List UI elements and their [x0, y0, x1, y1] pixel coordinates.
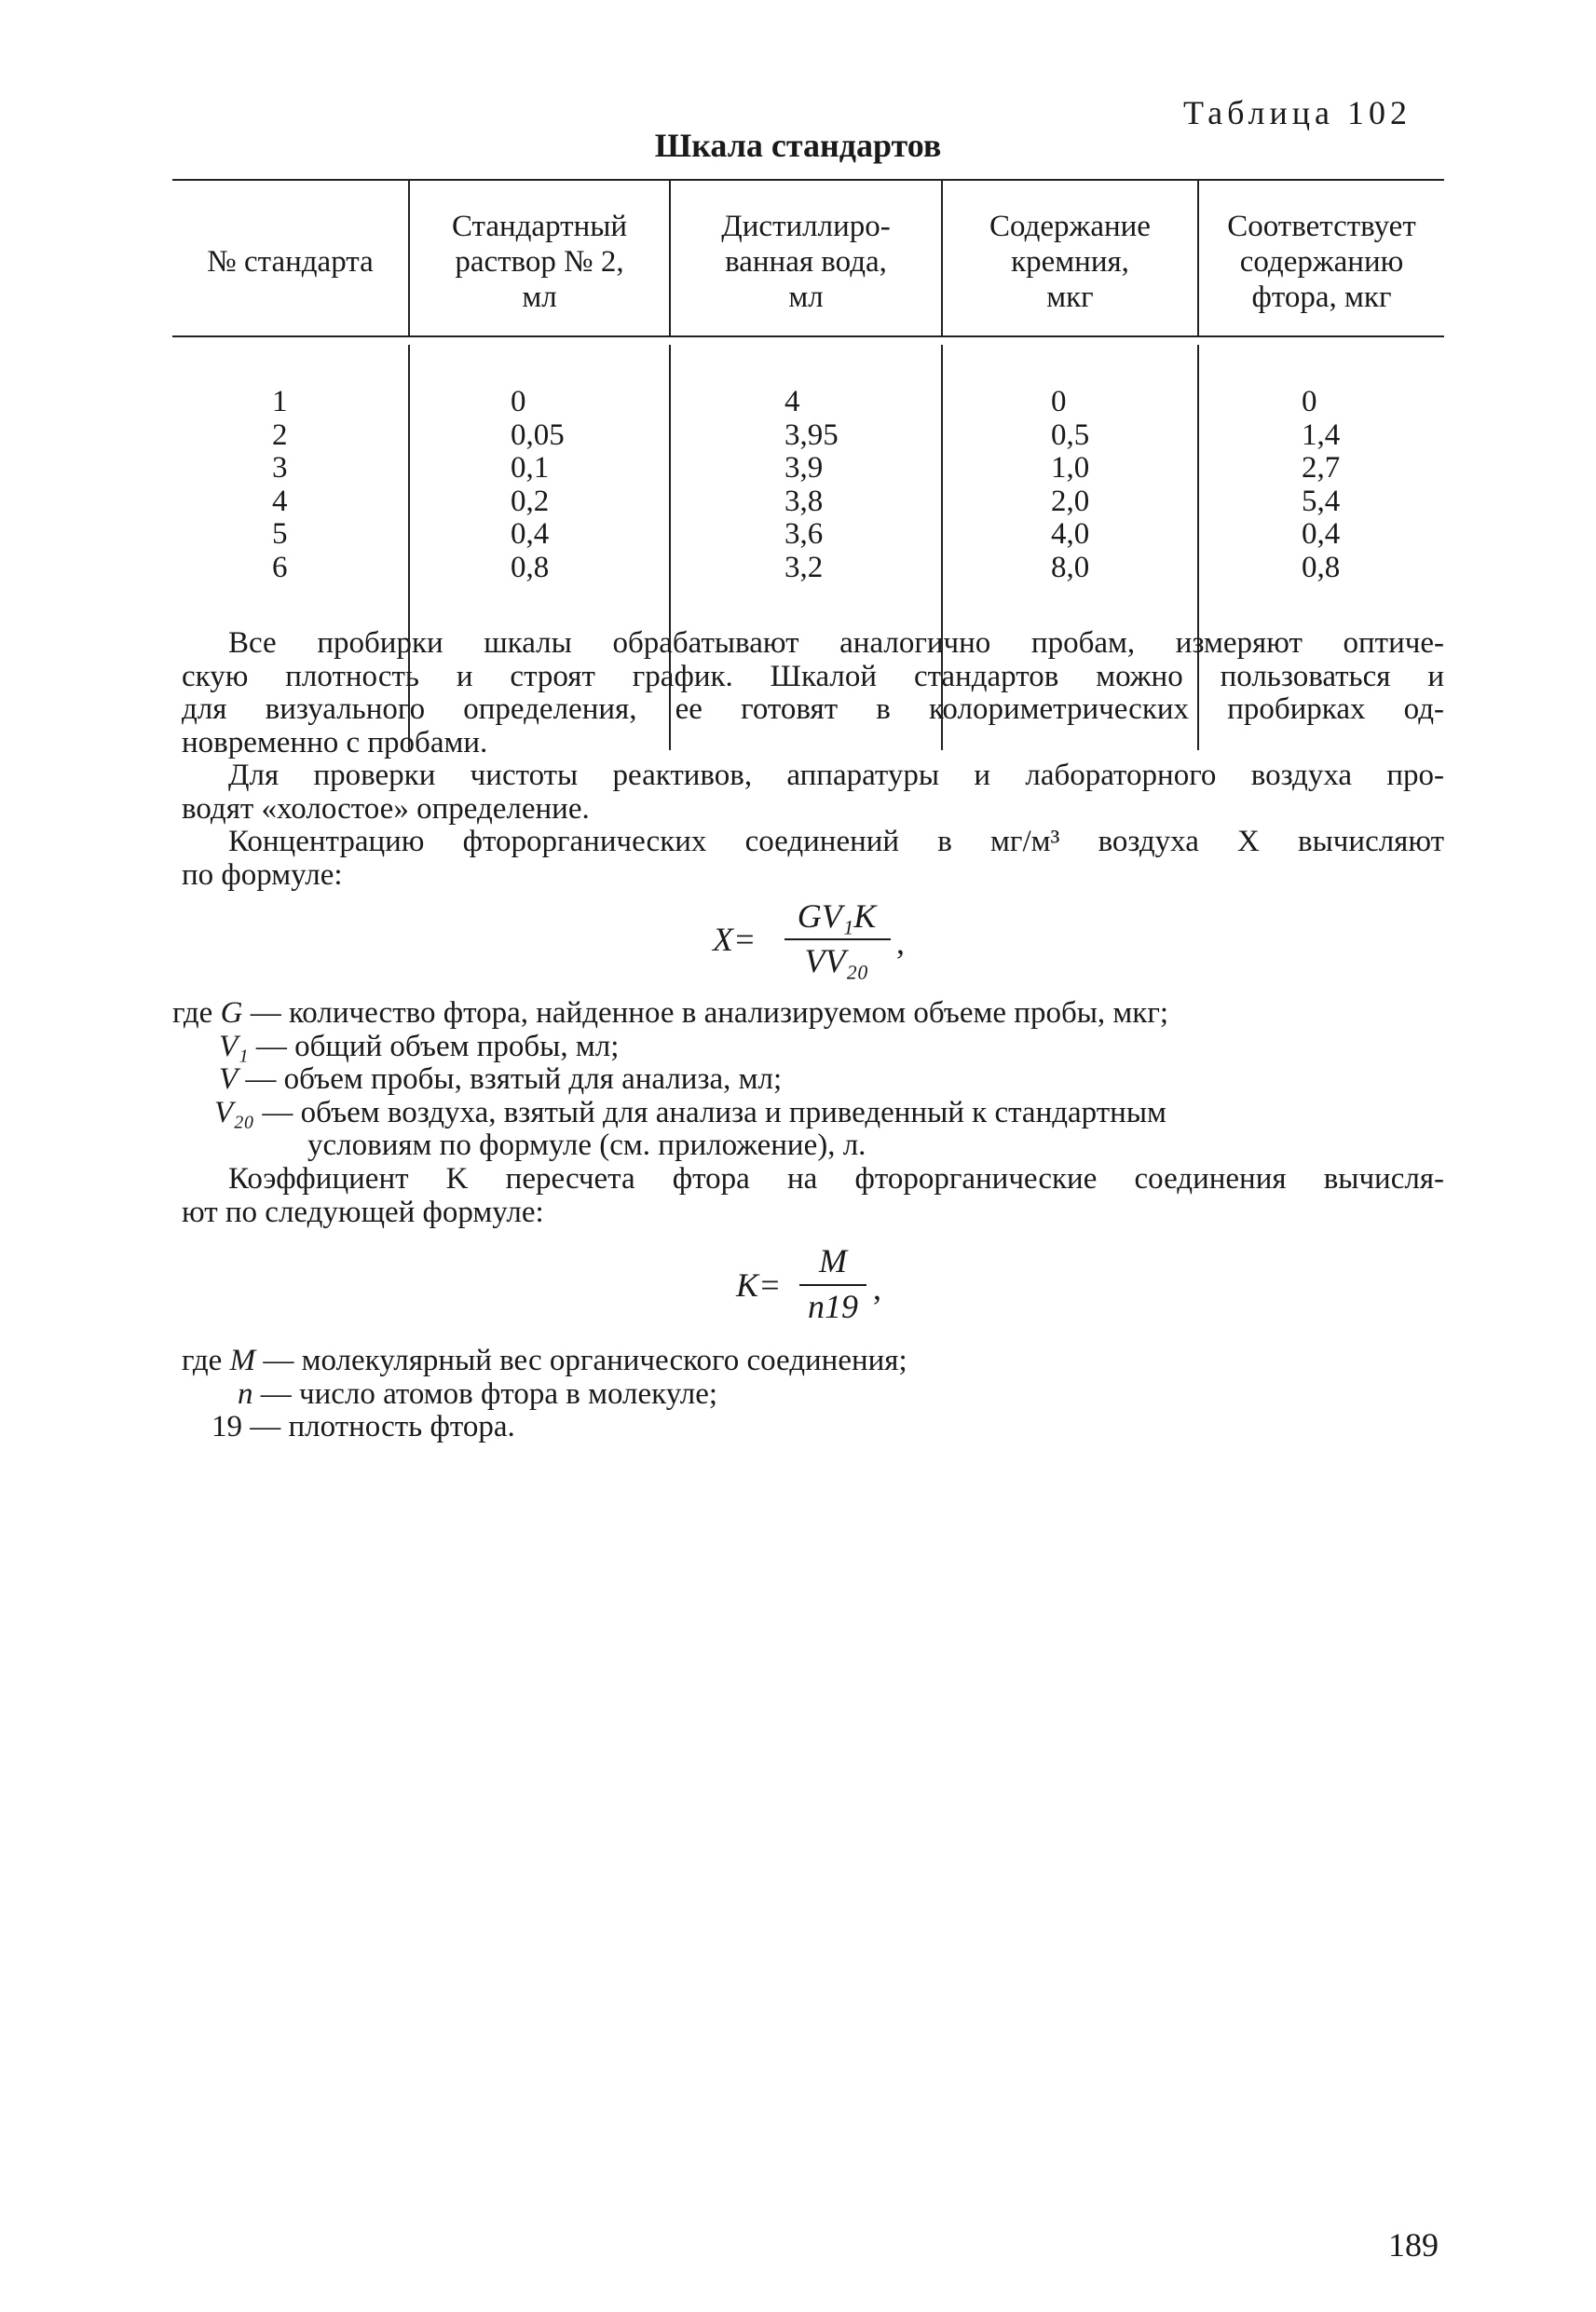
header-standard-number [172, 244, 408, 280]
legend-concentration [172, 997, 1168, 1163]
table-cell: 2,7 [1302, 451, 1341, 486]
legend-row [172, 1031, 1168, 1064]
legend-row [172, 1063, 1168, 1097]
table-header-rule [172, 335, 1444, 337]
formula-denominator: n19 [808, 1288, 858, 1325]
column-distilled-water [784, 386, 839, 585]
header-line: мкг [1046, 280, 1094, 314]
table-cell: 1,0 [1051, 451, 1090, 486]
table-cell: 3 [272, 451, 288, 486]
legend-symbol: V₂₀ [214, 1095, 255, 1129]
header-line: Соответствует [1227, 210, 1416, 243]
legend-symbol: V₁ [219, 1029, 249, 1063]
table-cell: 4 [272, 484, 288, 518]
column-standard-number [272, 386, 288, 585]
legend-row [182, 1378, 907, 1412]
table-cell: 3,9 [784, 451, 824, 486]
formula-coefficient [727, 1239, 913, 1333]
table-cell: 0,8 [511, 550, 550, 584]
header-standard-solution [410, 209, 669, 315]
column-fluorine-equivalent [1302, 386, 1340, 585]
text-line: водят «холостое» определение. [182, 791, 590, 826]
table-cell: 0,4 [1302, 517, 1341, 552]
text-line: Коэффициент K пересчета фтора на фторорганические соединения вычисля- [228, 1162, 1444, 1196]
table-title: Шкала стандартов [654, 127, 942, 164]
legend-symbol: G [220, 996, 243, 1030]
table-cell: 3,95 [784, 417, 839, 452]
table-cell: 0 [1051, 385, 1067, 418]
table-label: Таблица 102 [1183, 94, 1412, 131]
paragraph-scale-processing [182, 627, 1444, 759]
table-cell: 0,4 [511, 517, 550, 552]
header-line: содержанию [1239, 245, 1404, 279]
text-line: новременно с пробами. [182, 725, 488, 759]
header-line: № стандарта [207, 245, 374, 279]
table-cell: 0,2 [511, 484, 550, 518]
paragraph-blank-test [182, 759, 1444, 826]
table-cell: 3,6 [784, 517, 824, 552]
formula-numerator: GV₁K [797, 897, 877, 935]
header-line: ванная вода, [725, 245, 887, 279]
header-line: фтора, мкг [1251, 280, 1392, 314]
legend-text: — объем воздуха, взятый для анализа и приведенный к стандартным [254, 1095, 1166, 1129]
text-line: по формуле: [182, 857, 343, 892]
column-standard-solution [511, 386, 565, 585]
column-silicon-content [1051, 386, 1089, 585]
formula-numerator: M [819, 1242, 847, 1279]
table-cell: 4,0 [1051, 517, 1090, 552]
formula-lhs: K= [736, 1266, 782, 1304]
header-line: кремния, [1011, 245, 1129, 279]
paragraph-concentration [182, 826, 1444, 892]
table-cell: 0 [1302, 385, 1317, 418]
formula-punctuation: , [873, 1269, 881, 1306]
header-fluorine-equivalent [1199, 209, 1444, 315]
table-cell: 0,05 [511, 417, 565, 452]
table-cell: 0,8 [1302, 550, 1341, 584]
header-line: мл [788, 280, 824, 314]
table-cell: 0,1 [511, 451, 550, 486]
legend-symbol: V [219, 1062, 239, 1096]
formula-punctuation: , [896, 923, 905, 961]
table-cell: 1,4 [1302, 417, 1341, 452]
table-cell: 6 [272, 550, 288, 584]
header-silicon-content [943, 209, 1197, 315]
header-line: мл [522, 280, 557, 314]
table-cell: 2,0 [1051, 484, 1090, 518]
header-line: Стандартный [451, 210, 628, 243]
legend-text: — молекулярный вес органического соединения; [255, 1344, 907, 1377]
header-line: Содержание [989, 210, 1151, 243]
legend-text: — общий объем пробы, мл; [248, 1029, 620, 1063]
legend-row [172, 997, 1168, 1031]
text-line: ют по следующей формуле: [182, 1195, 544, 1229]
legend-text: — плотность фтора. [242, 1410, 515, 1443]
header-distilled-water [671, 209, 941, 315]
legend-text: — количество фтора, найденное в анализируемом объеме пробы, мкг; [242, 996, 1169, 1030]
legend-symbol: 19 [211, 1410, 242, 1443]
paragraph-coefficient [182, 1163, 1444, 1229]
legend-row [172, 1097, 1168, 1130]
formula-lhs: X= [713, 921, 757, 958]
table-cell: 0,5 [1051, 417, 1090, 452]
header-line: раствор № 2, [455, 245, 624, 279]
text-line: Концентрацию фторорганических соединений в мг/м³ воздуха X вычисляют [228, 825, 1444, 858]
formula-denominator: VV₂₀ [804, 942, 869, 979]
fraction-bar [784, 938, 891, 940]
fraction-bar [799, 1284, 866, 1286]
table-cell: 5 [272, 517, 288, 552]
table-cell: 2 [272, 417, 288, 452]
table-cell: 0 [511, 385, 526, 418]
legend-lead: где [172, 996, 213, 1030]
legend-row [182, 1411, 907, 1444]
legend-row [172, 1129, 1168, 1163]
legend-text: — объем пробы, взятый для анализа, мл; [238, 1062, 783, 1096]
text-line: скую плотность и строят график. Шкалой стандартов можно пользоваться и [182, 659, 1444, 693]
table-top-rule [172, 179, 1444, 181]
legend-text: — число атомов фтора в молекуле; [252, 1376, 718, 1411]
legend-row [182, 1345, 907, 1378]
table-cell: 3,2 [784, 550, 824, 584]
table-cell: 4 [784, 385, 800, 418]
text-line: Все пробирки шкалы обрабатывают аналогично пробам, измеряют оптиче- [228, 626, 1444, 660]
legend-text: условиям по формуле (см. приложение), л. [307, 1129, 866, 1162]
legend-symbol: n [238, 1376, 253, 1411]
table-cell: 1 [272, 385, 288, 418]
page-number: 189 [1388, 2226, 1439, 2264]
formula-concentration [699, 895, 960, 988]
text-line: Для проверки чистоты реактивов, аппаратуры и лабораторного воздуха про- [228, 759, 1444, 792]
header-line: Дистиллиро- [721, 210, 891, 243]
legend-lead: где [182, 1344, 223, 1377]
table-cell: 8,0 [1051, 550, 1090, 584]
text-line: для визуального определения, ее готовят в колориметрических пробирках од- [182, 692, 1444, 726]
table-cell: 3,8 [784, 484, 824, 518]
legend-symbol: M [229, 1344, 256, 1377]
legend-coefficient [182, 1345, 907, 1444]
table-cell: 5,4 [1302, 484, 1341, 518]
